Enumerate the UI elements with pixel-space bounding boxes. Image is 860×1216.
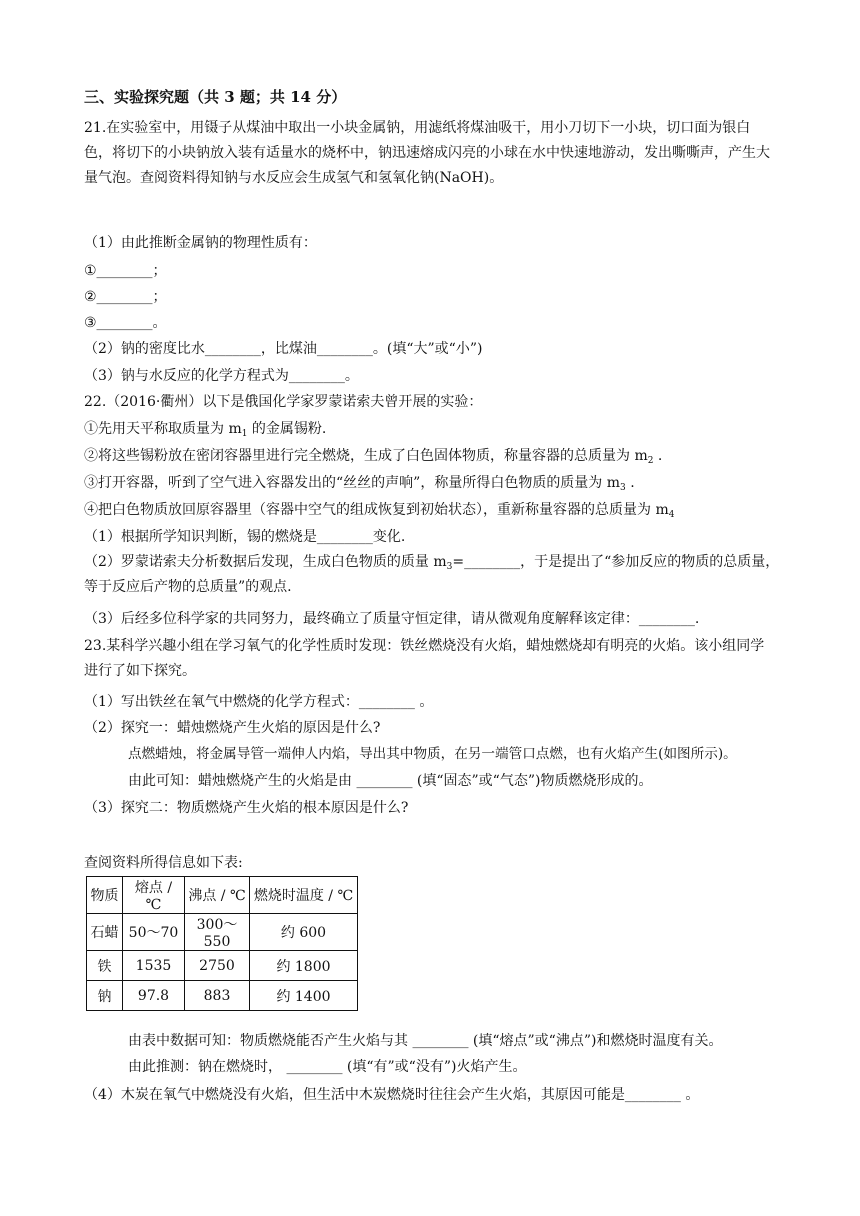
q22-step3: ③打开容器，听到了空气进入容器发出的“丝丝的声响”，称量所得白色物质的质量为 $m_3$ . [84, 475, 635, 493]
q23-stem: 23.某科学兴趣小组在学习氧气的化学性质时发现：铁丝燃烧没有火焰，蜡烛燃烧却有明亮的火焰。该小组同学进行了如下探究。 [84, 638, 765, 679]
q22-part1: （1）根据所学知识判断，锡的燃烧是________变化. [84, 529, 406, 545]
table-cell: 50～70 [123, 914, 185, 951]
q21-blank3: ③________。 [84, 315, 167, 331]
table-cell: 约 1400 [250, 981, 358, 1011]
q21-part3: （3）钠与水反应的化学方程式为________。 [84, 368, 359, 384]
properties-table [86, 876, 358, 1011]
table-header-cell: 沸点 / ℃ [185, 877, 250, 914]
q23-part2: （2）探究一：蜡烛燃烧产生火焰的原因是什么? [84, 720, 381, 736]
q23-conclusion-1: 由表中数据可知：物质燃烧能否产生火焰与其 ________ (填“熔点”或“沸点”)和燃烧时温度有关。 [128, 1033, 723, 1049]
table-row [87, 914, 358, 951]
q23-conclusion-2: 由此推测：钠在燃烧时， ________ (填“有”或“没有”)火焰产生。 [128, 1059, 527, 1075]
q23-part4: （4）木炭在氧气中燃烧没有火焰，但生活中木炭燃烧时往往会产生火焰，其原因可能是________ 。 [84, 1087, 700, 1103]
q21-blank1: ①________； [84, 263, 167, 279]
section-title: 三、实验探究题（共 3 题；共 14 分） [84, 88, 347, 106]
table-header-row [87, 877, 358, 914]
table-caption: 查阅资料所得信息如下表: [84, 855, 243, 871]
q22-part2: （2）罗蒙诺索夫分析数据后发现，生成白色物质的质量 $m_3=\_\_\_\_\_\_\_\_$，于是提出了“参加反应的物质的总质量，等于反应后产物的总质量”的观点. [84, 554, 780, 595]
table-cell: 铁 [87, 951, 123, 981]
q21-stem: 21.在实验室中，用镊子从煤油中取出一小块金属钠，用滤纸将煤油吸干，用小刀切下一小块，切口面为银白色，将切下的小块钠放入装有适量水的烧杯中，钠迅速熔成闪亮的小球在水中快速地游动，发出嘶嘶声，产生大量气泡。查阅资料得知钠与水反应会生成氢气和氢氧化钠(NaOH)。 [84, 120, 770, 186]
q23-part2-text-b: 由此可知：蜡烛燃烧产生的火焰是由 ________ (填“固态”或“气态”)物质燃烧形成的。 [128, 773, 653, 789]
table-cell: 石蜡 [87, 914, 123, 951]
q23-part1: （1）写出铁丝在氧气中燃烧的化学方程式：________ 。 [84, 694, 434, 710]
table-cell: 300～550 [185, 914, 250, 951]
q22-step4: ④把白色物质放回原容器里（容器中空气的组成恢复到初始状态），重新称量容器的总质量为 $m_4$ [84, 502, 675, 520]
q21-blank2: ②________； [84, 289, 167, 305]
table-row [87, 981, 358, 1011]
q22-step1: ①先用天平称取质量为 $m_1$ 的金属锡粉. [84, 421, 327, 439]
table-cell: 约 600 [250, 914, 358, 951]
table-cell: 883 [185, 981, 250, 1011]
q21-part1: （1）由此推断金属钠的物理性质有： [84, 235, 317, 251]
table-cell: 1535 [123, 951, 185, 981]
q23-part3: （3）探究二：物质燃烧产生火焰的根本原因是什么? [84, 800, 409, 816]
table-cell: 约 1800 [250, 951, 358, 981]
table-row [87, 951, 358, 981]
q23-part2-text-a: 点燃蜡烛，将金属导管一端伸人内焰，导出其中物质，在另一端管口点燃，也有火焰产生(如图所示)。 [128, 746, 737, 762]
table-cell: 2750 [185, 951, 250, 981]
q22-stem: 22.（2016·衢州）以下是俄国化学家罗蒙诺索夫曾开展的实验： [84, 394, 483, 410]
q21-part2: （2）钠的密度比水________，比煤油________。(填“大”或“小”) [84, 341, 483, 357]
table-cell: 97.8 [123, 981, 185, 1011]
table-header-cell: 燃烧时温度 / ℃ [250, 877, 358, 914]
table-header-cell: 物质 [87, 877, 123, 914]
q22-step2: ②将这些锡粉放在密闭容器里进行完全燃烧，生成了白色固体物质，称量容器的总质量为 $m_2$ . [84, 448, 663, 466]
q22-part3: （3）后经多位科学家的共同努力，最终确立了质量守恒定律，请从微观角度解释该定律：________. [84, 611, 700, 627]
table-header-cell: 熔点 / ℃ [123, 877, 185, 914]
table-cell: 钠 [87, 981, 123, 1011]
